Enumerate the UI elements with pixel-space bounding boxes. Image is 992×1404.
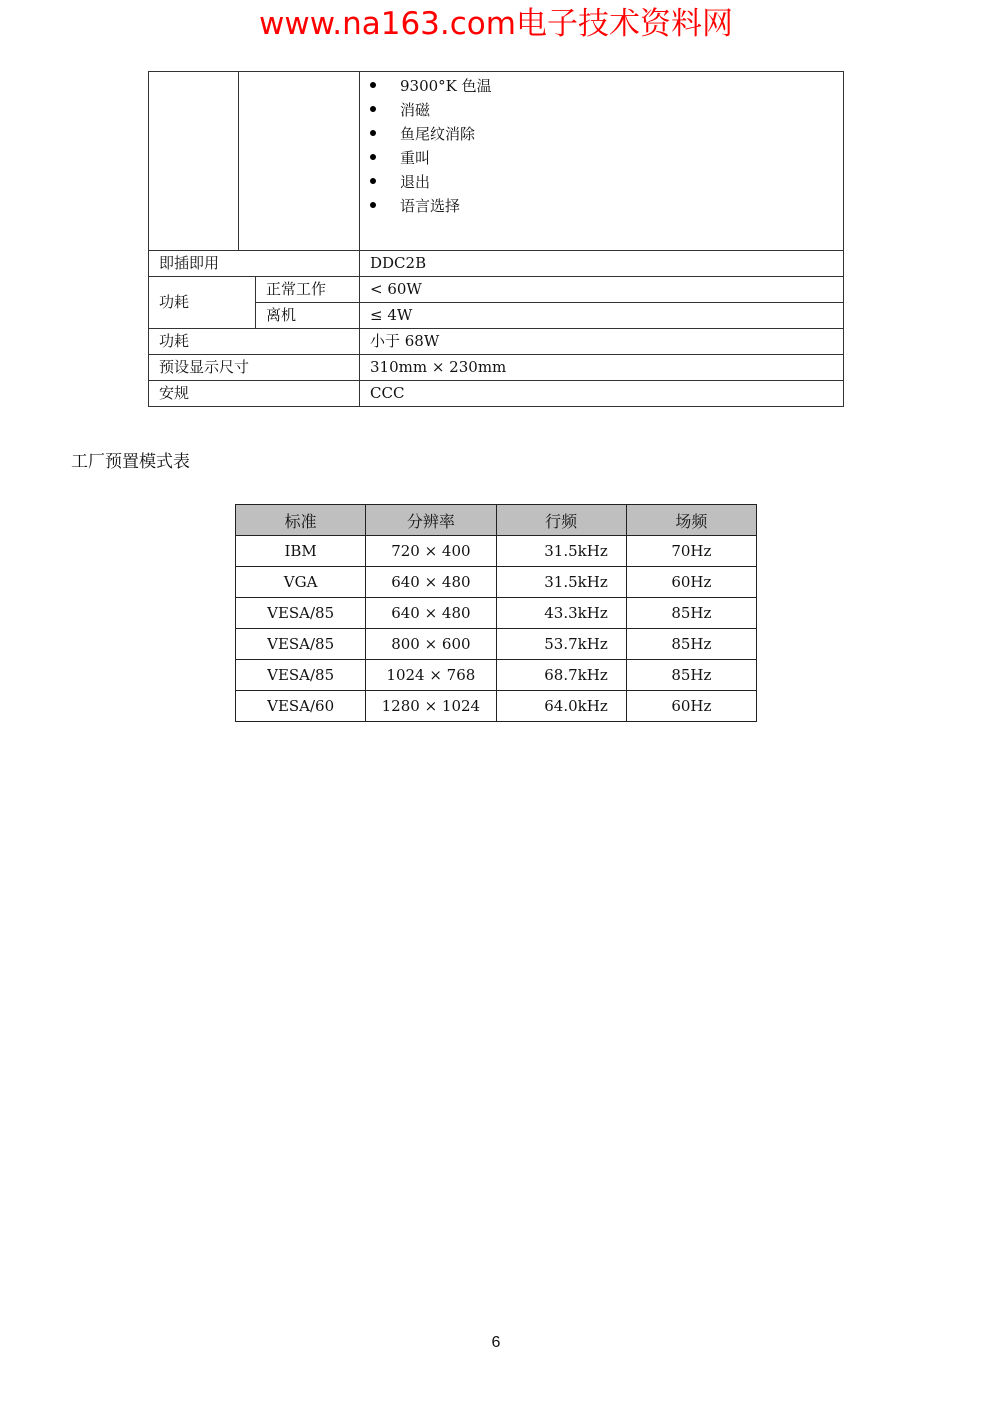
table-row bbox=[149, 355, 844, 381]
cell-standard: VGA bbox=[236, 567, 366, 598]
list-item: 重叫 bbox=[370, 146, 843, 170]
cell-vfreq: 60Hz bbox=[626, 567, 756, 598]
cell-resolution: 1024 × 768 bbox=[366, 660, 496, 691]
cell-standard: VESA/85 bbox=[236, 660, 366, 691]
cell-hfreq: 53.7kHz bbox=[496, 629, 626, 660]
cell-resolution: 640 × 480 bbox=[366, 598, 496, 629]
list-item: 9300°K 色温 bbox=[370, 74, 843, 98]
bullet-icon bbox=[370, 82, 376, 88]
spec-table bbox=[148, 71, 844, 407]
power-total-label: 功耗 bbox=[149, 329, 360, 355]
column-header-vfreq: 场频 bbox=[626, 505, 756, 536]
table-row bbox=[236, 691, 757, 722]
safety-label: 安规 bbox=[149, 381, 360, 407]
bullet-icon bbox=[370, 106, 376, 112]
list-item: 退出 bbox=[370, 170, 843, 194]
section-title: 工厂预置模式表 bbox=[71, 452, 190, 472]
power-label: 功耗 bbox=[149, 277, 256, 329]
power-total-value: 小于 68W bbox=[360, 329, 844, 355]
cell-standard: VESA/60 bbox=[236, 691, 366, 722]
table-row bbox=[149, 329, 844, 355]
cell-vfreq: 70Hz bbox=[626, 536, 756, 567]
table-row bbox=[236, 660, 757, 691]
power-normal-label: 正常工作 bbox=[256, 277, 360, 303]
safety-value: CCC bbox=[360, 381, 844, 407]
table-row bbox=[149, 277, 844, 303]
table-row bbox=[236, 629, 757, 660]
cell-hfreq: 31.5kHz bbox=[496, 536, 626, 567]
cell-hfreq: 64.0kHz bbox=[496, 691, 626, 722]
table-header-row bbox=[236, 505, 757, 536]
cell-hfreq: 31.5kHz bbox=[496, 567, 626, 598]
menu-list-cell bbox=[360, 72, 844, 251]
bullet-icon bbox=[370, 202, 376, 208]
table-row bbox=[149, 251, 844, 277]
cell-resolution: 800 × 600 bbox=[366, 629, 496, 660]
empty-cell bbox=[149, 72, 239, 251]
menu-list bbox=[370, 74, 843, 218]
column-header-resolution: 分辨率 bbox=[366, 505, 496, 536]
cell-standard: VESA/85 bbox=[236, 598, 366, 629]
plug-play-label: 即插即用 bbox=[149, 251, 360, 277]
bullet-icon bbox=[370, 130, 376, 136]
bullet-icon bbox=[370, 178, 376, 184]
power-standby-label: 离机 bbox=[256, 303, 360, 329]
list-item: 鱼尾纹消除 bbox=[370, 122, 843, 146]
plug-play-value: DDC2B bbox=[360, 251, 844, 277]
cell-standard: VESA/85 bbox=[236, 629, 366, 660]
cell-vfreq: 85Hz bbox=[626, 660, 756, 691]
column-header-hfreq: 行频 bbox=[496, 505, 626, 536]
site-header: www.na163.com电子技术资料网 bbox=[259, 6, 733, 42]
table-row bbox=[149, 72, 844, 251]
page-number: 6 bbox=[491, 1334, 501, 1351]
cell-resolution: 640 × 480 bbox=[366, 567, 496, 598]
empty-cell bbox=[239, 72, 360, 251]
cell-hfreq: 43.3kHz bbox=[496, 598, 626, 629]
cell-hfreq: 68.7kHz bbox=[496, 660, 626, 691]
cell-resolution: 720 × 400 bbox=[366, 536, 496, 567]
list-item: 语言选择 bbox=[370, 194, 843, 218]
power-normal-value: < 60W bbox=[360, 277, 844, 303]
cell-vfreq: 85Hz bbox=[626, 598, 756, 629]
cell-resolution: 1280 × 1024 bbox=[366, 691, 496, 722]
cell-vfreq: 60Hz bbox=[626, 691, 756, 722]
power-standby-value: ≤ 4W bbox=[360, 303, 844, 329]
display-size-value: 310mm × 230mm bbox=[360, 355, 844, 381]
table-row bbox=[236, 536, 757, 567]
preset-modes-table bbox=[235, 504, 757, 722]
table-row bbox=[236, 567, 757, 598]
display-size-label: 预设显示尺寸 bbox=[149, 355, 360, 381]
bullet-icon bbox=[370, 154, 376, 160]
table-row bbox=[236, 598, 757, 629]
cell-vfreq: 85Hz bbox=[626, 629, 756, 660]
table-row bbox=[149, 381, 844, 407]
list-item: 消磁 bbox=[370, 98, 843, 122]
cell-standard: IBM bbox=[236, 536, 366, 567]
column-header-standard: 标准 bbox=[236, 505, 366, 536]
